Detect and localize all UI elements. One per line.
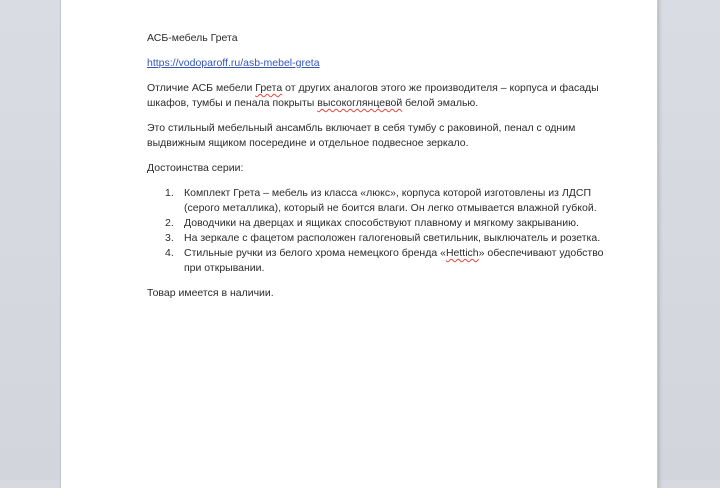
list-item-text: Комплект Грета – мебель из класса «люкс», корпуса которой изготовлены из ЛДСП (серого металлика), который не боится влаги. Он легко отмывается влажной губкой.: [184, 187, 597, 214]
spellcheck-word-hettich[interactable]: Hettich: [445, 247, 479, 259]
spellcheck-word-glossy[interactable]: высокоглянцевой: [317, 97, 403, 109]
list-number: 2.: [165, 217, 174, 229]
list-item: [147, 186, 617, 216]
product-link[interactable]: https://vodoparoff.ru/asb-mebel-greta: [147, 57, 320, 69]
paragraph-ensemble: Это стильный мебельный ансамбль включает в себя тумбу с раковиной, пенал с одним выдвижным ящиком посередине и отдельное подвесное зеркало.: [147, 122, 576, 149]
document-body[interactable]: [147, 31, 617, 311]
paragraph-text: белой эмалью.: [402, 97, 479, 109]
document-page[interactable]: [61, 0, 657, 488]
list-number: 1.: [165, 187, 174, 199]
list-item-text: » обеспечивают удобство при открывании.: [184, 247, 604, 274]
list-item-text: Стильные ручки из белого хрома немецкого бренда «: [184, 247, 446, 259]
list-number: 3.: [165, 232, 174, 244]
list-item-text: Доводчики на дверцах и ящиках способствуют плавному и мягкому закрыванию.: [184, 217, 579, 229]
list-item: [147, 246, 617, 276]
list-item: [147, 216, 617, 231]
list-item: [147, 231, 617, 246]
advantages-title: Достоинства серии:: [147, 162, 244, 174]
document-heading: АСБ-мебель Грета: [147, 32, 238, 44]
paragraph-text: Отличие АСБ мебели: [147, 82, 256, 94]
list-number: 4.: [165, 247, 174, 259]
link-line: [147, 56, 617, 71]
paragraph-finish: [147, 81, 617, 111]
advantages-list: [147, 186, 617, 276]
availability-text: Товар имеется в наличии.: [147, 287, 274, 299]
spellcheck-word-greta[interactable]: Грета: [255, 82, 283, 94]
list-item-text: На зеркале с фацетом расположен галогеновый светильник, выключатель и розетка.: [184, 232, 601, 244]
paragraph-text: от других аналогов этого же производителя – корпуса и фасады шкафов, тумбы и пенала покрыты: [147, 82, 599, 109]
